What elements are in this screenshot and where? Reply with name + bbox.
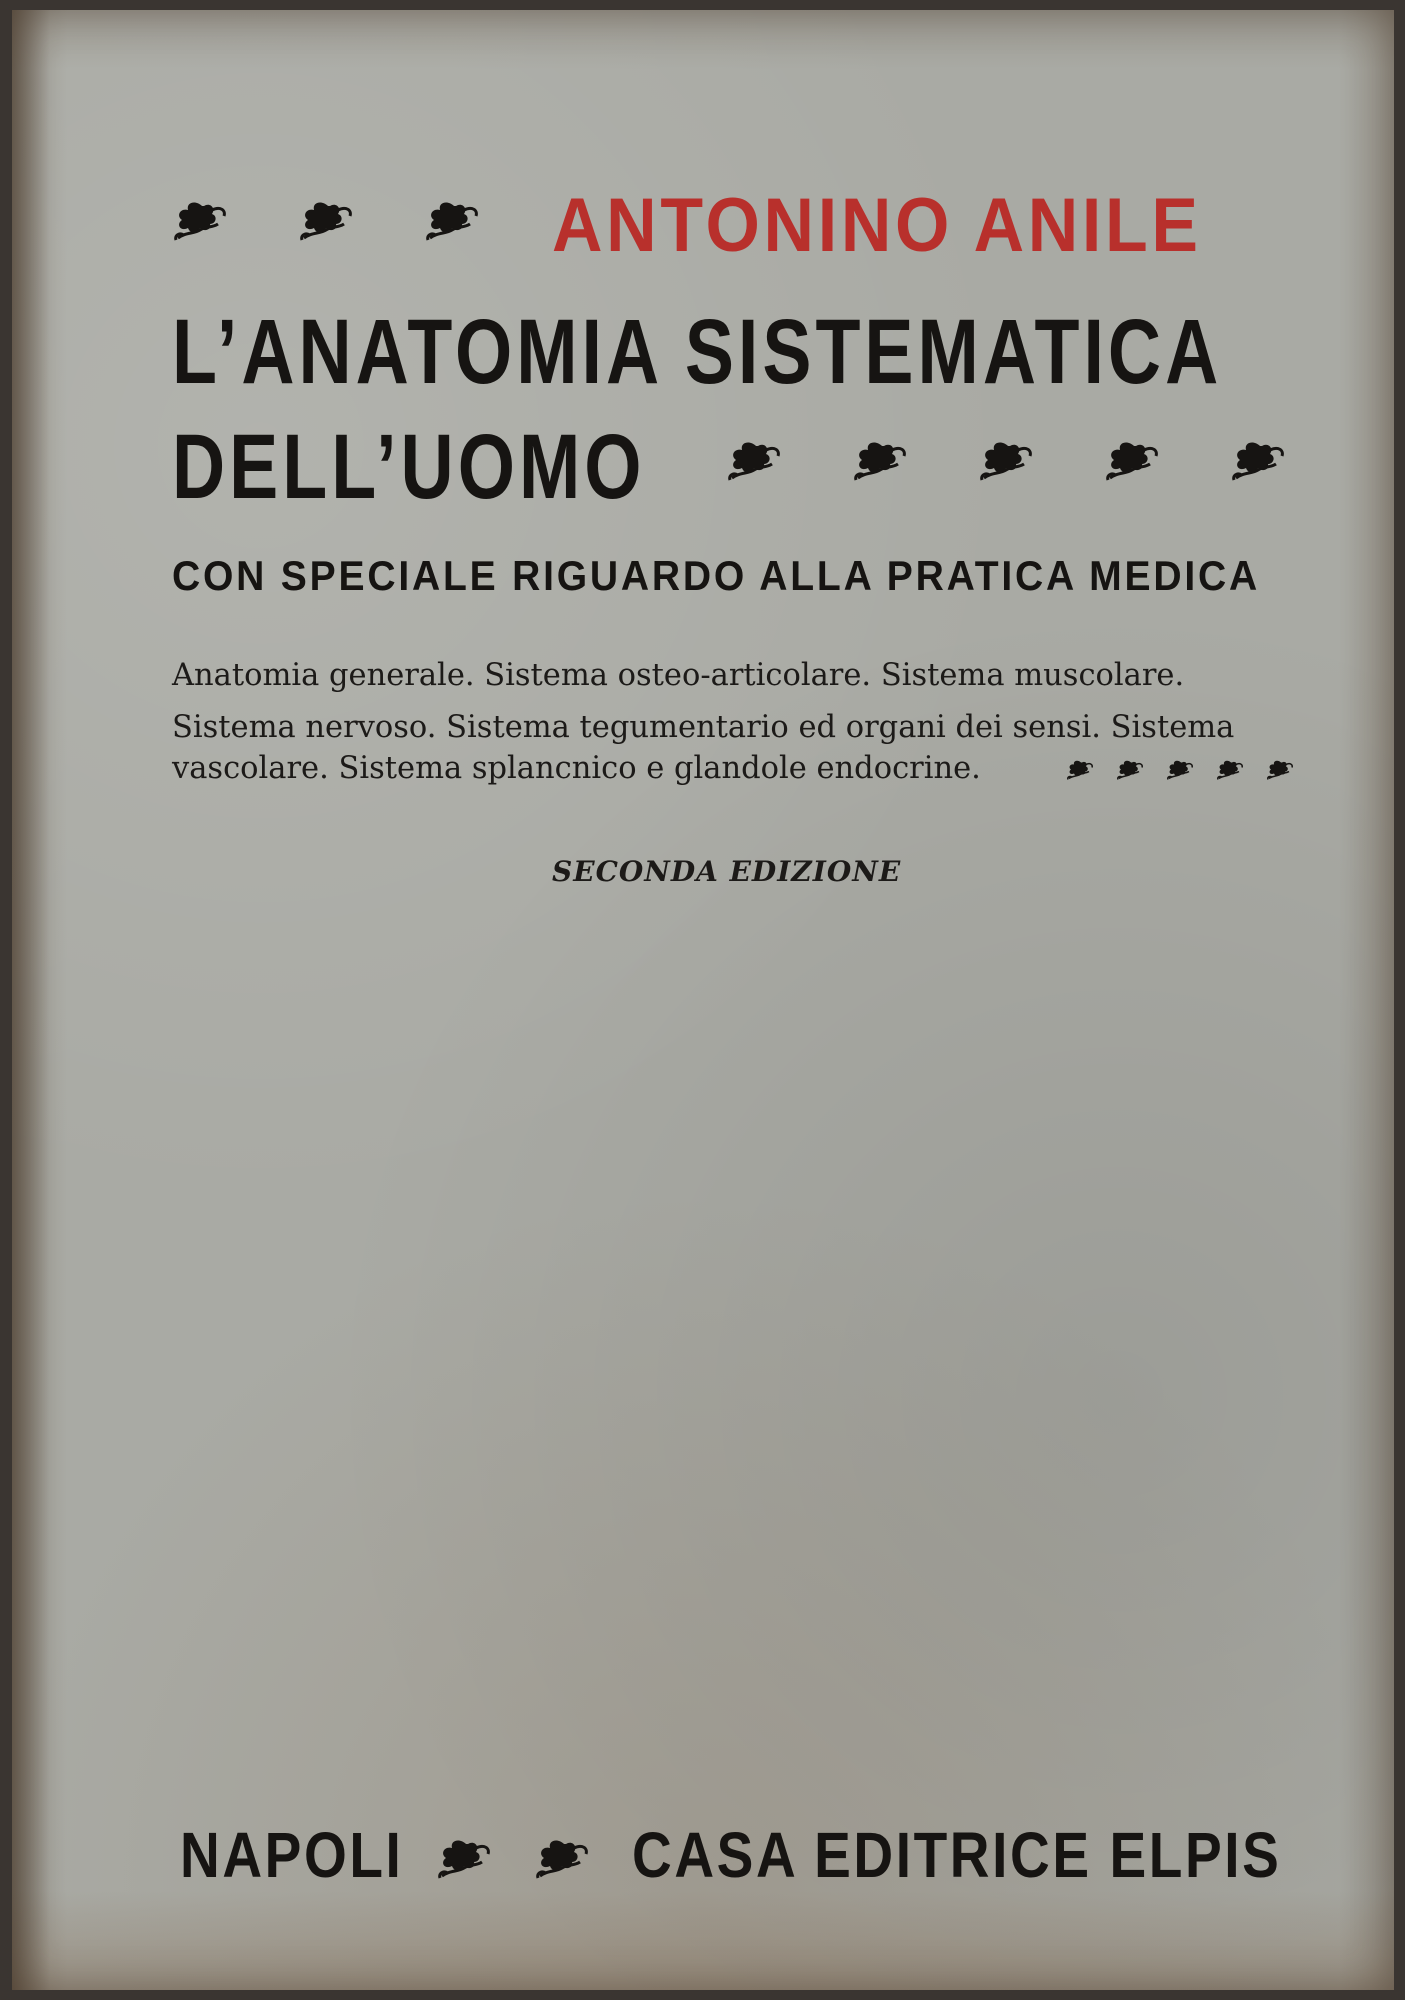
book-title-line-1: L’ANATOMIA SISTEMATICA (172, 301, 1223, 403)
imprint-publisher: CASA EDITRICE ELPIS (632, 1819, 1282, 1891)
floral-ornament-icon (1066, 758, 1096, 782)
floral-ornament-icon (1230, 438, 1290, 484)
book-subtitle: CON SPECIALE RIGUARDO ALLA PRATICA MEDICA (172, 552, 1260, 599)
floral-ornament-icon (1266, 758, 1296, 782)
book-title-line-2: DELL’UOMO (172, 416, 646, 518)
floral-ornament-icon (298, 198, 358, 244)
floral-ornament-icon (534, 1836, 594, 1882)
floral-ornament-icon (172, 198, 232, 244)
floral-ornament-icon (1104, 438, 1164, 484)
floral-ornament-icon (1116, 758, 1146, 782)
book-cover (12, 10, 1394, 1990)
contents-line: Sistema nervoso. Sistema tegumentario ed organi dei sensi. Sistema (172, 710, 1235, 745)
floral-ornament-icon (436, 1836, 496, 1882)
floral-ornament-icon (1216, 758, 1246, 782)
contents-line: vascolare. Sistema splancnico e glandole endocrine. (172, 751, 981, 786)
edition-label: SECONDA EDIZIONE (552, 855, 902, 888)
spine-edge (12, 10, 50, 1990)
floral-ornament-icon (978, 438, 1038, 484)
contents-line: Anatomia generale. Sistema osteo-articolare. Sistema muscolare. (172, 658, 1185, 693)
floral-ornament-icon (1166, 758, 1196, 782)
floral-ornament-icon (726, 438, 786, 484)
floral-ornament-icon (852, 438, 912, 484)
author-name: ANTONINO ANILE (552, 183, 1202, 268)
imprint-city: NAPOLI (180, 1819, 404, 1891)
floral-ornament-icon (424, 198, 484, 244)
